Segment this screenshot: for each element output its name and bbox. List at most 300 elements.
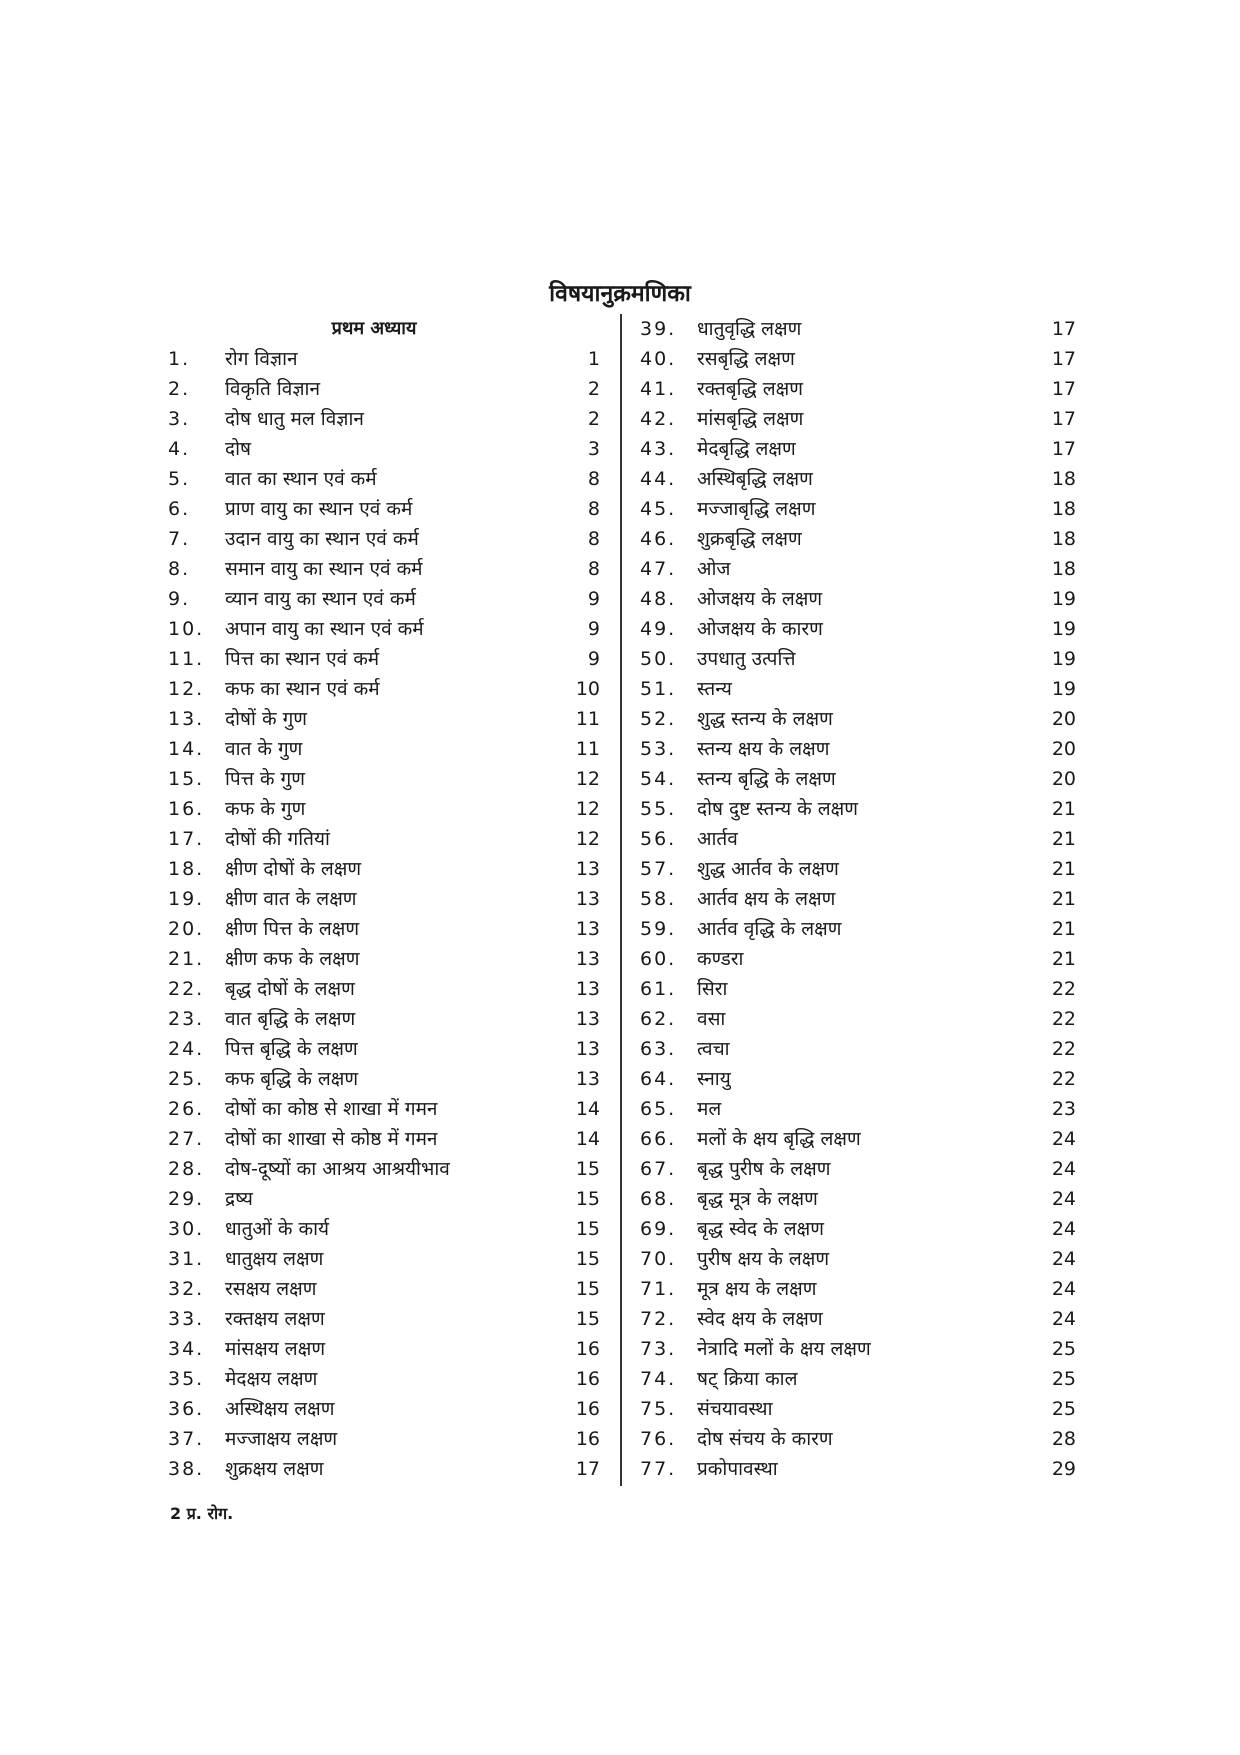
toc-entry bbox=[640, 614, 1076, 644]
entry-page-number: 25 bbox=[1051, 1338, 1076, 1360]
toc-entry bbox=[640, 1274, 1076, 1304]
entry-number: 63. bbox=[640, 1038, 677, 1060]
entry-title: आर्तव वृद्धि के लक्षण bbox=[697, 918, 842, 940]
entry-number: 74. bbox=[640, 1368, 677, 1390]
entry-title: वात के गुण bbox=[225, 738, 303, 760]
entry-page-number: 17 bbox=[1051, 438, 1076, 460]
entry-title: आर्तव bbox=[697, 828, 738, 850]
entry-number: 19. bbox=[168, 888, 205, 910]
toc-entry bbox=[640, 764, 1076, 794]
entry-page-number: 19 bbox=[1051, 648, 1076, 670]
entry-number: 51. bbox=[640, 678, 677, 700]
toc-entry bbox=[168, 884, 600, 914]
entry-title: विकृति विज्ञान bbox=[225, 378, 320, 400]
entry-title: मज्जाक्षय लक्षण bbox=[225, 1428, 338, 1450]
toc-entry bbox=[168, 434, 600, 464]
entry-title: दोष-दूष्यों का आश्रय आश्रयीभाव bbox=[225, 1158, 450, 1180]
toc-entry bbox=[168, 1034, 600, 1064]
toc-entry bbox=[168, 1334, 600, 1364]
toc-entry bbox=[168, 584, 600, 614]
toc-entry bbox=[168, 374, 600, 404]
toc-entry bbox=[168, 764, 600, 794]
toc-entry bbox=[640, 1424, 1076, 1454]
entry-page-number: 13 bbox=[575, 948, 600, 970]
entry-number: 26. bbox=[168, 1098, 205, 1120]
toc-entry bbox=[168, 1214, 600, 1244]
toc-entry bbox=[168, 524, 600, 554]
entry-title: प्रकोपावस्था bbox=[697, 1458, 778, 1480]
entry-number: 18. bbox=[168, 858, 205, 880]
toc-entry bbox=[640, 1124, 1076, 1154]
entry-number: 11. bbox=[168, 648, 205, 670]
entry-title: पित्त बृद्धि के लक्षण bbox=[225, 1038, 358, 1060]
entry-title: रसक्षय लक्षण bbox=[225, 1278, 317, 1300]
entry-title: कण्डरा bbox=[697, 948, 744, 970]
entry-number: 76. bbox=[640, 1428, 677, 1450]
entry-number: 7. bbox=[168, 528, 191, 550]
entry-number: 25. bbox=[168, 1068, 205, 1090]
entry-title: प्राण वायु का स्थान एवं कर्म bbox=[225, 498, 413, 520]
entry-title: व्यान वायु का स्थान एवं कर्म bbox=[225, 588, 416, 610]
toc-entry bbox=[640, 854, 1076, 884]
entry-number: 24. bbox=[168, 1038, 205, 1060]
entry-page-number: 19 bbox=[1051, 618, 1076, 640]
entry-page-number: 22 bbox=[1051, 978, 1076, 1000]
entry-title: बृद्ध स्वेद के लक्षण bbox=[697, 1218, 825, 1240]
entry-number: 12. bbox=[168, 678, 205, 700]
entry-number: 61. bbox=[640, 978, 677, 1000]
entry-page-number: 3 bbox=[587, 438, 600, 460]
entry-title: क्षीण कफ के लक्षण bbox=[225, 948, 360, 970]
entry-number: 58. bbox=[640, 888, 677, 910]
toc-entry bbox=[168, 1304, 600, 1334]
entry-title: अस्थिबृद्धि लक्षण bbox=[697, 468, 813, 490]
entry-page-number: 14 bbox=[575, 1098, 600, 1120]
entry-page-number: 15 bbox=[575, 1188, 600, 1210]
entry-number: 66. bbox=[640, 1128, 677, 1150]
entry-title: मेदबृद्धि लक्षण bbox=[697, 438, 796, 460]
entry-title: पित्त के गुण bbox=[225, 768, 305, 790]
toc-entry bbox=[168, 1274, 600, 1304]
entry-number: 43. bbox=[640, 438, 677, 460]
entry-title: मूत्र क्षय के लक्षण bbox=[697, 1278, 817, 1300]
entry-number: 30. bbox=[168, 1218, 205, 1240]
entry-page-number: 18 bbox=[1051, 558, 1076, 580]
toc-entry bbox=[168, 494, 600, 524]
entry-page-number: 10 bbox=[575, 678, 600, 700]
entry-number: 41. bbox=[640, 378, 677, 400]
entry-number: 40. bbox=[640, 348, 677, 370]
entry-number: 49. bbox=[640, 618, 677, 640]
entry-title: दोषों की गतियां bbox=[225, 828, 330, 850]
entry-page-number: 23 bbox=[1051, 1098, 1076, 1120]
entry-title: दोष धातु मल विज्ञान bbox=[225, 408, 364, 430]
entry-number: 45. bbox=[640, 498, 677, 520]
entry-page-number: 21 bbox=[1051, 858, 1076, 880]
entry-number: 20. bbox=[168, 918, 205, 940]
entry-title: मांसक्षय लक्षण bbox=[225, 1338, 326, 1360]
entry-page-number: 15 bbox=[575, 1278, 600, 1300]
entry-number: 75. bbox=[640, 1398, 677, 1420]
entry-page-number: 22 bbox=[1051, 1008, 1076, 1030]
entry-title: मेदक्षय लक्षण bbox=[225, 1368, 318, 1390]
entry-page-number: 13 bbox=[575, 858, 600, 880]
toc-entry bbox=[640, 1094, 1076, 1124]
toc-entry bbox=[168, 1244, 600, 1274]
entry-page-number: 19 bbox=[1051, 678, 1076, 700]
toc-left-column bbox=[168, 314, 600, 1484]
entry-title: दोषों का कोष्ठ से शाखा में गमन bbox=[225, 1098, 438, 1120]
entry-title: वात बृद्धि के लक्षण bbox=[225, 1008, 356, 1030]
toc-entry bbox=[640, 734, 1076, 764]
entry-number: 32. bbox=[168, 1278, 205, 1300]
toc-entry bbox=[168, 1004, 600, 1034]
entry-number: 17. bbox=[168, 828, 205, 850]
entry-title: कफ के गुण bbox=[225, 798, 306, 820]
entry-number: 72. bbox=[640, 1308, 677, 1330]
toc-entry bbox=[640, 1454, 1076, 1484]
entry-page-number: 14 bbox=[575, 1128, 600, 1150]
entry-page-number: 24 bbox=[1051, 1248, 1076, 1270]
toc-entry bbox=[640, 704, 1076, 734]
toc-entry bbox=[168, 1124, 600, 1154]
toc-entry bbox=[168, 1364, 600, 1394]
entry-title: रसबृद्धि लक्षण bbox=[697, 348, 795, 370]
entry-title: स्तन्य क्षय के लक्षण bbox=[697, 738, 830, 760]
entry-page-number: 12 bbox=[575, 798, 600, 820]
entry-page-number: 22 bbox=[1051, 1068, 1076, 1090]
entry-page-number: 9 bbox=[587, 588, 600, 610]
toc-entry bbox=[640, 1394, 1076, 1424]
entry-page-number: 21 bbox=[1051, 828, 1076, 850]
entry-number: 37. bbox=[168, 1428, 205, 1450]
entry-number: 68. bbox=[640, 1188, 677, 1210]
entry-number: 8. bbox=[168, 558, 191, 580]
entry-page-number: 18 bbox=[1051, 528, 1076, 550]
toc-entry bbox=[640, 1334, 1076, 1364]
entry-number: 67. bbox=[640, 1158, 677, 1180]
entry-page-number: 9 bbox=[587, 618, 600, 640]
entry-number: 54. bbox=[640, 768, 677, 790]
entry-number: 38. bbox=[168, 1458, 205, 1480]
entry-number: 65. bbox=[640, 1098, 677, 1120]
entry-number: 56. bbox=[640, 828, 677, 850]
toc-entry bbox=[640, 794, 1076, 824]
entry-title: बृद्ध पुरीष के लक्षण bbox=[697, 1158, 831, 1180]
entry-page-number: 17 bbox=[1051, 408, 1076, 430]
entry-number: 14. bbox=[168, 738, 205, 760]
toc-entry bbox=[640, 1004, 1076, 1034]
entry-page-number: 8 bbox=[587, 468, 600, 490]
entry-title: बृद्ध दोषों के लक्षण bbox=[225, 978, 355, 1000]
entry-title: स्नायु bbox=[697, 1068, 731, 1090]
entry-page-number: 13 bbox=[575, 888, 600, 910]
entry-page-number: 20 bbox=[1051, 738, 1076, 760]
toc-entry bbox=[640, 1244, 1076, 1274]
toc-entry bbox=[640, 524, 1076, 554]
entry-page-number: 19 bbox=[1051, 588, 1076, 610]
toc-entry bbox=[640, 314, 1076, 344]
entry-title: रक्तक्षय लक्षण bbox=[225, 1308, 325, 1330]
entry-title: स्वेद क्षय के लक्षण bbox=[697, 1308, 823, 1330]
entry-number: 42. bbox=[640, 408, 677, 430]
entry-number: 16. bbox=[168, 798, 205, 820]
entry-page-number: 24 bbox=[1051, 1158, 1076, 1180]
entry-number: 15. bbox=[168, 768, 205, 790]
entry-title: पुरीष क्षय के लक्षण bbox=[697, 1248, 830, 1270]
entry-title: दोषों का शाखा से कोष्ठ में गमन bbox=[225, 1128, 438, 1150]
toc-entry bbox=[640, 494, 1076, 524]
toc-entry bbox=[168, 1154, 600, 1184]
toc-entry bbox=[640, 824, 1076, 854]
entry-number: 46. bbox=[640, 528, 677, 550]
entry-title: आर्तव क्षय के लक्षण bbox=[697, 888, 836, 910]
toc-entry bbox=[640, 1034, 1076, 1064]
toc-entry bbox=[168, 854, 600, 884]
entry-title: स्तन्य bbox=[697, 678, 732, 700]
entry-title: धातुक्षय लक्षण bbox=[225, 1248, 324, 1270]
toc-entry bbox=[640, 974, 1076, 1004]
toc-entry bbox=[640, 584, 1076, 614]
toc-entry bbox=[640, 554, 1076, 584]
entry-number: 6. bbox=[168, 498, 191, 520]
toc-entry bbox=[168, 1094, 600, 1124]
toc-entry bbox=[168, 1394, 600, 1424]
entry-page-number: 11 bbox=[575, 738, 600, 760]
entry-number: 35. bbox=[168, 1368, 205, 1390]
entry-page-number: 16 bbox=[575, 1368, 600, 1390]
entry-number: 71. bbox=[640, 1278, 677, 1300]
toc-entry bbox=[168, 464, 600, 494]
toc-entry bbox=[168, 1424, 600, 1454]
entry-number: 77. bbox=[640, 1458, 677, 1480]
entry-page-number: 13 bbox=[575, 918, 600, 940]
entry-page-number: 17 bbox=[1051, 378, 1076, 400]
entry-page-number: 20 bbox=[1051, 708, 1076, 730]
toc-entry bbox=[640, 434, 1076, 464]
entry-page-number: 24 bbox=[1051, 1308, 1076, 1330]
toc-entry bbox=[640, 1184, 1076, 1214]
entry-page-number: 21 bbox=[1051, 948, 1076, 970]
entry-number: 2. bbox=[168, 378, 191, 400]
entry-number: 64. bbox=[640, 1068, 677, 1090]
toc-entry bbox=[640, 884, 1076, 914]
toc-entry bbox=[168, 674, 600, 704]
entry-page-number: 13 bbox=[575, 978, 600, 1000]
entry-number: 52. bbox=[640, 708, 677, 730]
entry-number: 36. bbox=[168, 1398, 205, 1420]
toc-left-list bbox=[168, 344, 600, 1484]
entry-page-number: 25 bbox=[1051, 1398, 1076, 1420]
toc-entry bbox=[640, 674, 1076, 704]
entry-title: धातुवृद्धि लक्षण bbox=[697, 318, 802, 340]
entry-title: दोषों के गुण bbox=[225, 708, 308, 730]
entry-number: 21. bbox=[168, 948, 205, 970]
entry-title: अस्थिक्षय लक्षण bbox=[225, 1398, 335, 1420]
page-footer: 2 प्र. रोग. bbox=[170, 1504, 234, 1523]
entry-number: 23. bbox=[168, 1008, 205, 1030]
toc-entry bbox=[168, 344, 600, 374]
toc-entry bbox=[168, 944, 600, 974]
entry-number: 10. bbox=[168, 618, 205, 640]
entry-title: धातुओं के कार्य bbox=[225, 1218, 330, 1240]
entry-page-number: 15 bbox=[575, 1158, 600, 1180]
entry-number: 48. bbox=[640, 588, 677, 610]
entry-page-number: 15 bbox=[575, 1218, 600, 1240]
entry-title: बृद्ध मूत्र के लक्षण bbox=[697, 1188, 818, 1210]
entry-page-number: 24 bbox=[1051, 1218, 1076, 1240]
page-title: विषयानुक्रमणिका bbox=[549, 281, 691, 307]
entry-title: मांसबृद्धि लक्षण bbox=[697, 408, 804, 430]
toc-entry bbox=[168, 554, 600, 584]
toc-entry bbox=[640, 914, 1076, 944]
entry-page-number: 8 bbox=[587, 498, 600, 520]
entry-page-number: 16 bbox=[575, 1398, 600, 1420]
entry-page-number: 29 bbox=[1051, 1458, 1076, 1480]
entry-page-number: 18 bbox=[1051, 498, 1076, 520]
entry-title: उदान वायु का स्थान एवं कर्म bbox=[225, 528, 419, 550]
toc-entry bbox=[168, 704, 600, 734]
toc-entry bbox=[168, 644, 600, 674]
entry-title: वसा bbox=[697, 1008, 726, 1030]
entry-number: 29. bbox=[168, 1188, 205, 1210]
toc-entry bbox=[168, 1454, 600, 1484]
entry-title: स्तन्य बृद्धि के लक्षण bbox=[697, 768, 836, 790]
entry-title: दोष संचय के कारण bbox=[697, 1428, 833, 1450]
entry-page-number: 12 bbox=[575, 828, 600, 850]
toc-entry bbox=[640, 944, 1076, 974]
entry-number: 44. bbox=[640, 468, 677, 490]
entry-page-number: 22 bbox=[1051, 1038, 1076, 1060]
toc-entry bbox=[168, 404, 600, 434]
entry-title: द्रष्य bbox=[225, 1188, 253, 1210]
entry-page-number: 20 bbox=[1051, 768, 1076, 790]
entry-number: 50. bbox=[640, 648, 677, 670]
entry-title: नेत्रादि मलों के क्षय लक्षण bbox=[697, 1338, 871, 1360]
entry-title: त्वचा bbox=[697, 1038, 730, 1060]
entry-page-number: 12 bbox=[575, 768, 600, 790]
entry-title: क्षीण वात के लक्षण bbox=[225, 888, 357, 910]
column-divider bbox=[620, 314, 622, 1486]
entry-title: अपान वायु का स्थान एवं कर्म bbox=[225, 618, 424, 640]
entry-page-number: 16 bbox=[575, 1338, 600, 1360]
toc-entry bbox=[640, 1154, 1076, 1184]
toc-entry bbox=[168, 824, 600, 854]
toc-entry bbox=[640, 644, 1076, 674]
entry-page-number: 15 bbox=[575, 1308, 600, 1330]
entry-title: उपधातु उत्पत्ति bbox=[697, 648, 796, 670]
entry-page-number: 11 bbox=[575, 708, 600, 730]
entry-title: सिरा bbox=[697, 978, 728, 1000]
entry-number: 55. bbox=[640, 798, 677, 820]
entry-title: दोष दुष्ट स्तन्य के लक्षण bbox=[697, 798, 859, 820]
entry-page-number: 2 bbox=[587, 408, 600, 430]
entry-page-number: 16 bbox=[575, 1428, 600, 1450]
toc-entry bbox=[640, 404, 1076, 434]
entry-title: षट् क्रिया काल bbox=[697, 1368, 798, 1390]
toc-entry bbox=[168, 734, 600, 764]
entry-page-number: 21 bbox=[1051, 918, 1076, 940]
entry-number: 1. bbox=[168, 348, 191, 370]
entry-number: 4. bbox=[168, 438, 191, 460]
entry-number: 13. bbox=[168, 708, 205, 730]
entry-page-number: 28 bbox=[1051, 1428, 1076, 1450]
entry-number: 73. bbox=[640, 1338, 677, 1360]
entry-page-number: 18 bbox=[1051, 468, 1076, 490]
entry-number: 28. bbox=[168, 1158, 205, 1180]
entry-title: क्षीण दोषों के लक्षण bbox=[225, 858, 362, 880]
entry-title: संचयावस्था bbox=[697, 1398, 773, 1420]
entry-page-number: 9 bbox=[587, 648, 600, 670]
entry-number: 31. bbox=[168, 1248, 205, 1270]
entry-number: 33. bbox=[168, 1308, 205, 1330]
entry-number: 57. bbox=[640, 858, 677, 880]
toc-entry bbox=[168, 974, 600, 1004]
entry-number: 69. bbox=[640, 1218, 677, 1240]
entry-number: 9. bbox=[168, 588, 191, 610]
toc-entry bbox=[168, 1184, 600, 1214]
entry-title: कफ का स्थान एवं कर्म bbox=[225, 678, 380, 700]
entry-page-number: 8 bbox=[587, 558, 600, 580]
entry-title: शुक्रक्षय लक्षण bbox=[225, 1458, 324, 1480]
entry-number: 22. bbox=[168, 978, 205, 1000]
entry-number: 34. bbox=[168, 1338, 205, 1360]
entry-title: मलों के क्षय बृद्धि लक्षण bbox=[697, 1128, 861, 1150]
entry-title: ओजक्षय के कारण bbox=[697, 618, 823, 640]
toc-entry bbox=[640, 1064, 1076, 1094]
toc-entry bbox=[168, 794, 600, 824]
entry-page-number: 8 bbox=[587, 528, 600, 550]
entry-page-number: 21 bbox=[1051, 888, 1076, 910]
entry-title: ओजक्षय के लक्षण bbox=[697, 588, 823, 610]
entry-number: 3. bbox=[168, 408, 191, 430]
toc-entry bbox=[168, 914, 600, 944]
entry-page-number: 13 bbox=[575, 1008, 600, 1030]
entry-page-number: 21 bbox=[1051, 798, 1076, 820]
entry-page-number: 24 bbox=[1051, 1278, 1076, 1300]
entry-number: 59. bbox=[640, 918, 677, 940]
entry-number: 47. bbox=[640, 558, 677, 580]
entry-title: समान वायु का स्थान एवं कर्म bbox=[225, 558, 423, 580]
entry-title: रोग विज्ञान bbox=[225, 348, 298, 370]
entry-number: 39. bbox=[640, 318, 677, 340]
entry-page-number: 17 bbox=[575, 1458, 600, 1480]
entry-number: 60. bbox=[640, 948, 677, 970]
toc-entry bbox=[640, 1364, 1076, 1394]
toc-entry bbox=[640, 1304, 1076, 1334]
entry-page-number: 2 bbox=[587, 378, 600, 400]
entry-number: 53. bbox=[640, 738, 677, 760]
entry-page-number: 25 bbox=[1051, 1368, 1076, 1390]
entry-page-number: 15 bbox=[575, 1248, 600, 1270]
toc-entry bbox=[640, 374, 1076, 404]
toc-entry bbox=[168, 614, 600, 644]
entry-title: मल bbox=[697, 1098, 722, 1120]
entry-number: 70. bbox=[640, 1248, 677, 1270]
toc-entry bbox=[168, 1064, 600, 1094]
entry-page-number: 17 bbox=[1051, 348, 1076, 370]
entry-title: कफ बृद्धि के लक्षण bbox=[225, 1068, 359, 1090]
entry-number: 27. bbox=[168, 1128, 205, 1150]
chapter-heading: प्रथम अध्याय bbox=[331, 318, 417, 339]
entry-page-number: 13 bbox=[575, 1038, 600, 1060]
toc-entry bbox=[640, 1214, 1076, 1244]
entry-title: क्षीण पित्त के लक्षण bbox=[225, 918, 360, 940]
entry-title: मज्जाबृद्धि लक्षण bbox=[697, 498, 816, 520]
toc-right-column bbox=[640, 314, 1076, 1484]
entry-title: वात का स्थान एवं कर्म bbox=[225, 468, 377, 490]
entry-page-number: 24 bbox=[1051, 1188, 1076, 1210]
